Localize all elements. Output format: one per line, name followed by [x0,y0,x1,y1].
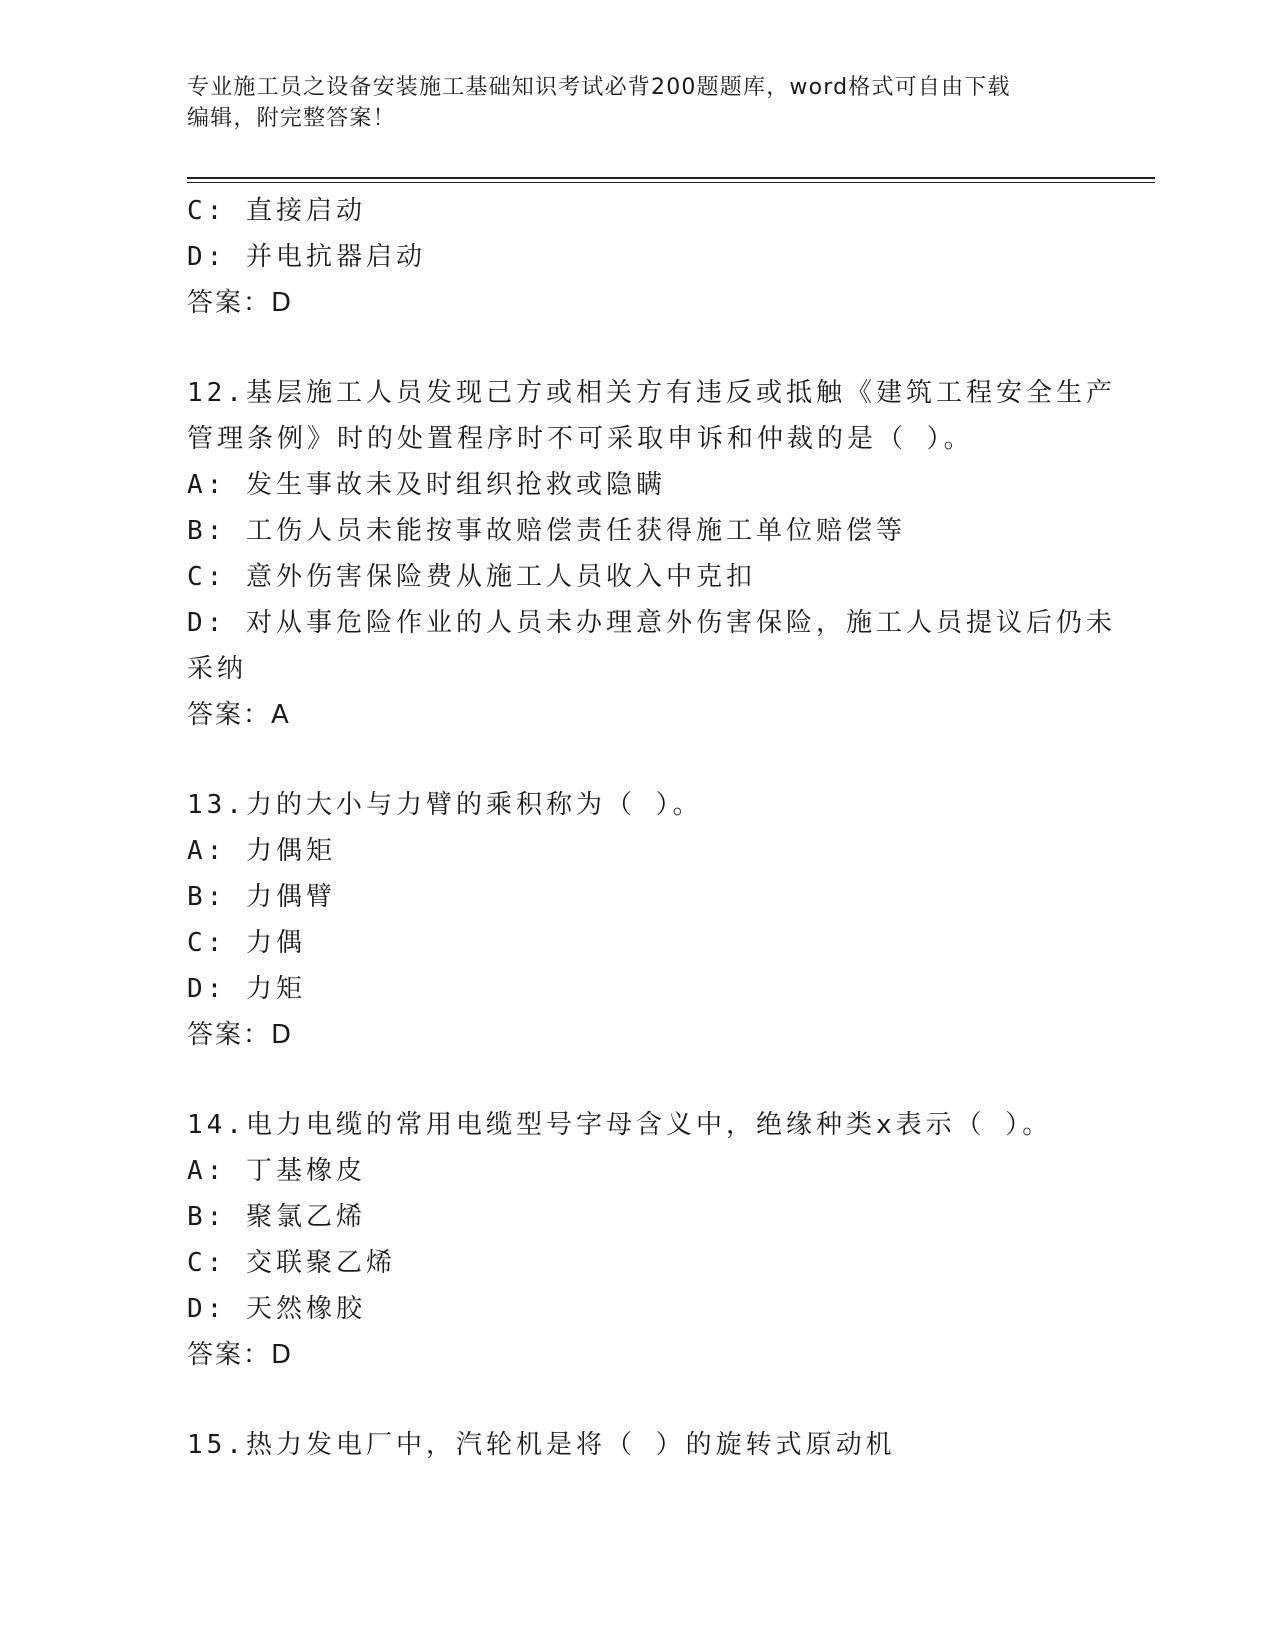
answer-line: 答案：D [187,288,294,318]
answer-line: 答案：D [187,1340,294,1370]
option-d [187,234,1087,280]
option-text: 并电抗器启动 [245,242,426,272]
option-a: A: 力偶矩 [187,836,336,866]
question-stem: 12.基层施工人员发现己方或相关方有违反或抵触《建筑工程安全生产 [187,378,1116,408]
header-line-2: 编辑，附完整答案！ [187,106,396,131]
option-b: B: 工伤人员未能按事故赔偿责任获得施工单位赔偿等 [187,516,906,546]
option-label: D: [187,242,227,272]
question-spacer [187,326,1087,370]
option-d-continuation: 采纳 [187,654,248,684]
option-b: B: 聚氯乙烯 [187,1202,366,1232]
question-11-continuation [187,188,1087,326]
option-d: D: 天然橡胶 [187,1294,366,1324]
option-label: C: [187,196,227,226]
question-spacer [187,738,1087,782]
question-12 [187,370,1116,738]
answer-line: 答案：A [187,700,291,730]
option-a: A: 发生事故未及时组织抢救或隐瞒 [187,470,666,500]
question-stem: 15.热力发电厂中，汽轮机是将（ ）的旋转式原动机 [187,1430,896,1460]
option-d: D: 力矩 [187,974,306,1004]
question-14 [187,1102,1087,1378]
document-header [187,72,1067,134]
question-15 [187,1422,1087,1468]
option-c: C: 意外伤害保险费从施工人员收入中克扣 [187,562,756,592]
option-a: A: 丁基橡皮 [187,1156,366,1186]
header-divider-thick [187,177,1155,179]
option-b: B: 力偶臂 [187,882,336,912]
question-stem: 管理条例》时的处置程序时不可采取申诉和仲裁的是（ ）。 [187,424,974,454]
header-divider-thin [187,182,1155,183]
question-spacer [187,1058,1087,1102]
option-c [187,188,1087,234]
question-13 [187,782,1087,1058]
question-stem: 14.电力电缆的常用电缆型号字母含义中，绝缘种类x表示（ ）。 [187,1110,1053,1140]
option-d: D: 对从事危险作业的人员未办理意外伤害保险，施工人员提议后仍未 [187,608,1116,638]
option-c: C: 交联聚乙烯 [187,1248,396,1278]
question-content [187,188,1116,1468]
question-spacer [187,1378,1087,1422]
header-line-1: 专业施工员之设备安装施工基础知识考试必背200题题库，word格式可自由下载 [187,75,1011,100]
answer-line: 答案：D [187,1020,294,1050]
option-c: C: 力偶 [187,928,306,958]
option-text: 直接启动 [245,196,366,226]
question-stem: 13.力的大小与力臂的乘积称为（ ）。 [187,790,703,820]
